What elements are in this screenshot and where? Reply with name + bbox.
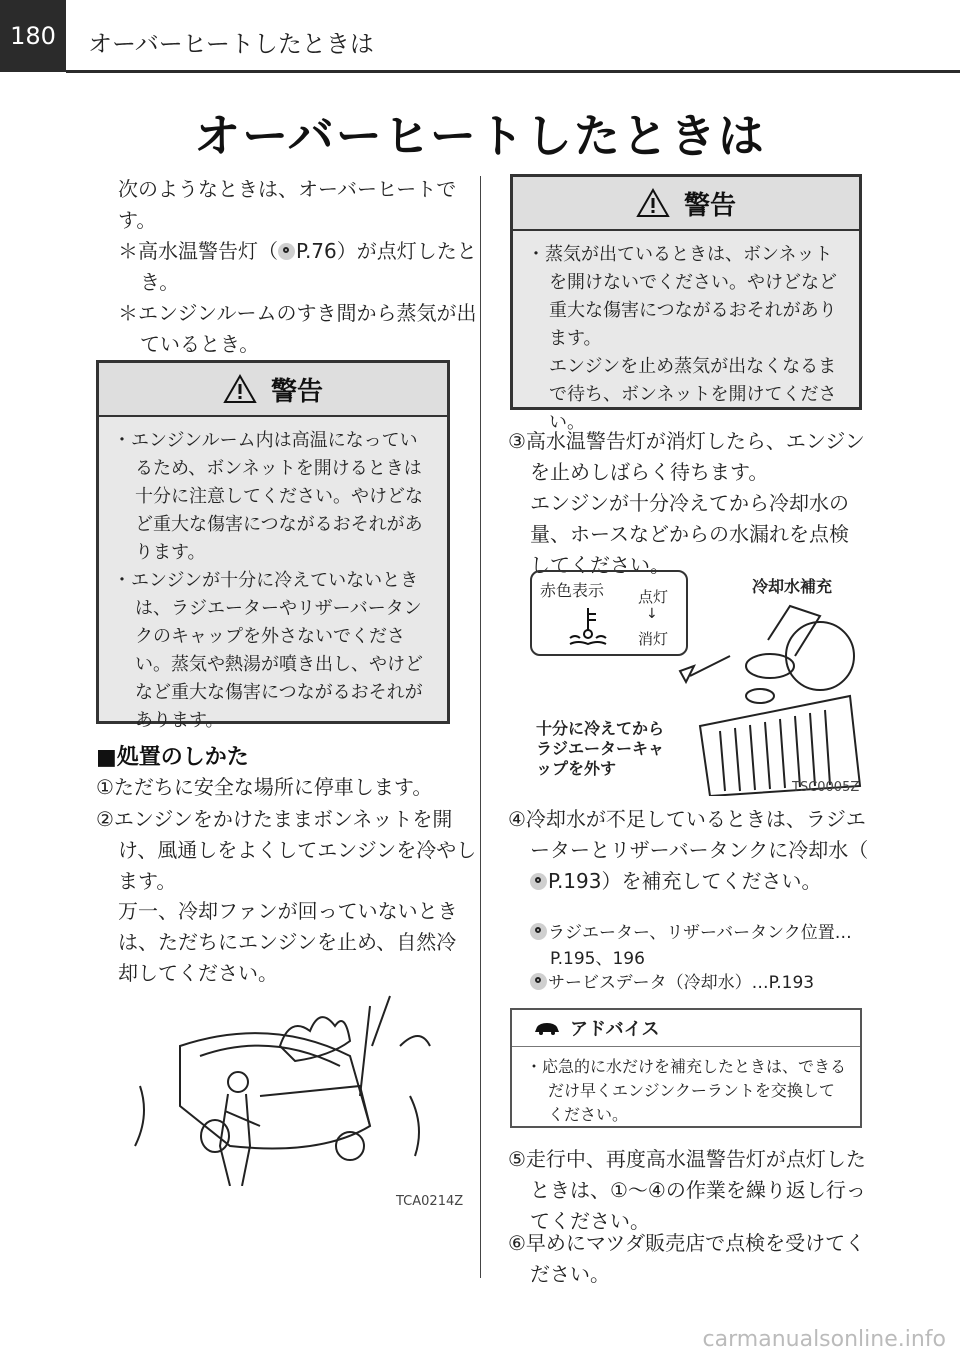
header-rule <box>66 70 960 73</box>
section-heading: ■処置のしかた <box>96 745 249 770</box>
warning-box-steam <box>510 174 862 433</box>
warning-triangle-icon <box>636 188 670 218</box>
warning-light-panel <box>530 570 688 656</box>
page-header <box>0 0 960 72</box>
advice-body <box>512 1047 860 1135</box>
page-number: 180 <box>0 0 66 72</box>
running-header: オーバーヒートしたときは <box>88 30 374 58</box>
intro-item-1 <box>118 236 480 298</box>
ref-line-2[interactable]: サービスデータ（冷却水）…P.193 <box>548 973 815 993</box>
ref-line-1[interactable]: ラジエーター、リザーバータンク位置…P.195、196 <box>548 923 852 969</box>
intro-item-2: ＊エンジンルームのすき間から蒸気が出ているとき。 <box>118 301 477 356</box>
step-2-note: 万一、冷却ファンが回っていないときは、ただちにエンジンを止め、自然冷却してください。 <box>118 899 458 985</box>
step-4-pre: ④冷却水が不足しているときは、ラジエーターとリザーバータンクに冷却水（ <box>508 807 869 862</box>
step-2: ②エンジンをかけたままボンネットを開け、風通しをよくしてエンジンを冷やします。 <box>96 807 477 893</box>
intro-item-1-post: ）が点灯したとき。 <box>140 239 477 294</box>
step-5: ⑤走行中、再度高水温警告灯が点灯したときは、①～④の作業を繰り返し行ってください。 <box>508 1147 866 1233</box>
step-4 <box>508 804 880 897</box>
reference-icon <box>278 243 295 260</box>
step-4-ref[interactable]: P.193 <box>548 869 602 893</box>
watermark: carmanualsonline.info <box>702 1327 946 1352</box>
reference-icon <box>530 873 547 890</box>
warning-bullet: ・エンジンが十分に冷えていないときは、ラジエーターやリザーバータンクのキャップを外さないでください。蒸気や熱湯が噴き出し、やけどなど重大な傷害につながるおそれがあります。 <box>113 570 423 731</box>
step-6: ⑥早めにマツダ販売店で点検を受けてください。 <box>508 1231 866 1286</box>
advice-bullet: ・応急的に水だけを補充したときは、できるだけ早くエンジンクーラントを交換してください。 <box>526 1057 847 1124</box>
warning-body <box>513 231 859 447</box>
advice-box <box>510 1008 862 1128</box>
advice-title: アドバイス <box>570 1019 660 1040</box>
step-4-ref-1 <box>530 920 880 972</box>
off-label: 消灯 <box>638 630 669 648</box>
cap-instruction-2: ラジエーターキャ <box>536 739 665 758</box>
cap-instruction-3: ップを外す <box>536 759 617 778</box>
column-divider <box>480 176 481 1278</box>
overheat-illustration <box>120 986 450 1186</box>
warning-header <box>513 177 859 231</box>
step-4-post: ）を補充してください。 <box>601 869 822 893</box>
figure-code: TSC0005Z <box>792 780 860 795</box>
figure-code: TCA0214Z <box>396 1194 464 1209</box>
intro-item-1-pre: ＊高水温警告灯（ <box>118 239 278 263</box>
warning-bullet: ・エンジンルーム内は高温になっているため、ボンネットを開けるときは十分に注意してください。やけどなど重大な傷害につながるおそれがあります。 <box>113 430 423 563</box>
coolant-temp-icon <box>566 606 610 646</box>
cap-instruction-1: 十分に冷えてから <box>536 719 665 738</box>
arrow-label: ↓ <box>646 606 658 622</box>
warning-bullet: ・蒸気が出ているときは、ボンネットを開けないでください。やけどなど重大な傷害につながるおそれがあります。 <box>527 244 837 349</box>
warning-box-engine <box>96 360 450 731</box>
radiator-illustration <box>670 596 870 796</box>
warning-triangle-icon <box>223 374 257 404</box>
warning-header <box>99 363 447 417</box>
reference-icon <box>530 973 547 990</box>
reference-icon <box>530 923 547 940</box>
step-1: ①ただちに安全な場所に停車します。 <box>96 775 433 799</box>
display-label: 赤色表示 <box>540 581 605 600</box>
step-3-note: エンジンが十分冷えてから冷却水の量、ホースなどからの水漏れを点検してください。 <box>530 491 849 577</box>
warning-title: 警告 <box>683 190 736 221</box>
coolant-figure <box>510 566 870 798</box>
on-label: 点灯 <box>638 588 669 606</box>
step-3: ③高水温警告灯が消灯したら、エンジンを止めしばらく待ちます。 <box>508 429 865 484</box>
page-title: オーバーヒートしたときは <box>194 109 766 163</box>
warning-bullet-cont: エンジンを止め蒸気が出なくなるまで待ち、ボンネットを開けてください。 <box>549 356 837 433</box>
intro-lead: 次のようなときは、オーバーヒートです。 <box>118 177 457 232</box>
warning-title: 警告 <box>270 376 323 407</box>
intro-item-1-ref[interactable]: P.76 <box>296 239 337 263</box>
warning-body <box>99 417 447 745</box>
car-icon <box>534 1021 560 1035</box>
coolant-refill-label: 冷却水補充 <box>752 577 833 596</box>
step-4-ref-2 <box>530 970 860 996</box>
advice-header <box>512 1010 860 1047</box>
